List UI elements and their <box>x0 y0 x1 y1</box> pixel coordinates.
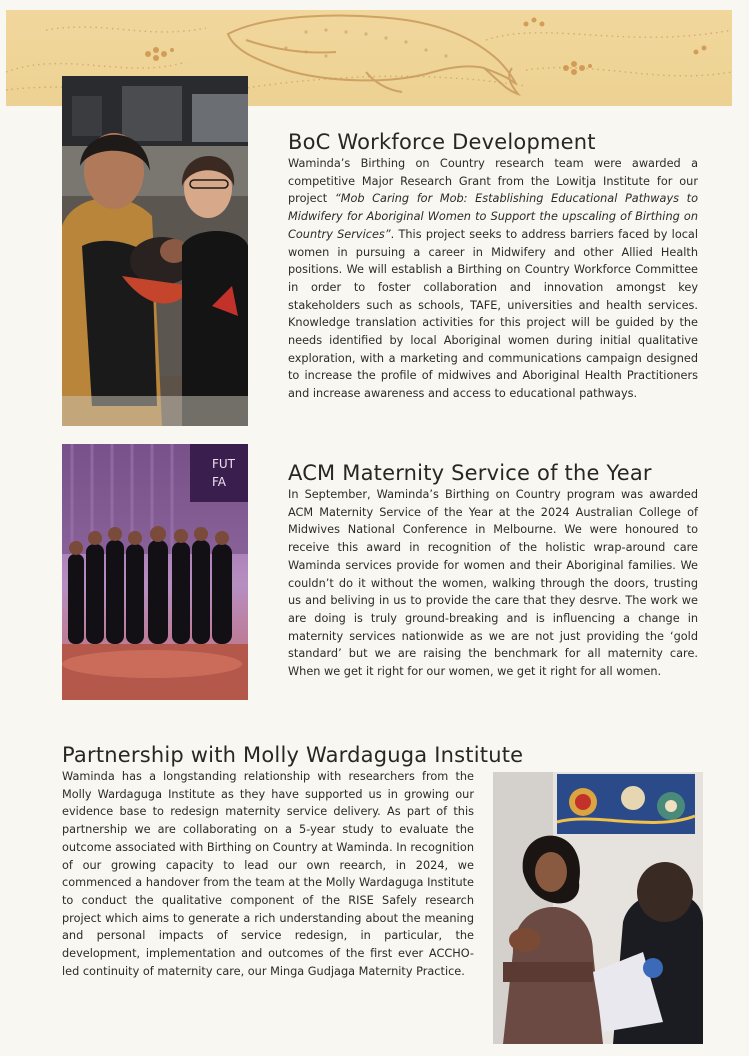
heading-acm-maternity-service: ACM Maternity Service of the Year <box>288 461 652 485</box>
photo-two-women-with-baby <box>62 76 248 426</box>
photo-award-group <box>62 444 248 700</box>
paragraph-boc-workforce-development <box>288 155 698 403</box>
paragraph-molly-wardaguga-partnership: Waminda has a longstanding relationship with researchers from the Molly Wardaguga Institute as they have supported us in growing our evidence base to redesign maternity service delivery. As part of this partnership we are collaborating on a 5-year study to evaluate the outcome associated with Birthing on Country at Waminda. In recognition of our growing capacity to lead our own reearch, in 2024, we commenced a handover from the team at the Molly Wardaguga Institute to conduct the qualitative component of the RISE Safely research project which aims to generate a rich understanding about the meaning and personal impacts of service redesign, in particular, the development, implementation and outcomes of the first ever ACCHO-led continuity of maternity care, our Minga Gudjaga Maternity Practice. <box>62 770 474 978</box>
paragraph-acm-maternity-service: In September, Waminda’s Birthing on Country program was awarded ACM Maternity Service of the Year at the 2024 Australian College of Midwives National Conference in Melbourne. We were honoured to receive this award in recognition of the holistic wrap-around care Waminda services provide for women and their Aboriginal families. We couldn’t do it without the women, walking through the doors, trusting us and beliving in us to provide the care that they desrve. The work we are doing is truly ground-breaking and is influencing a change in maternity services nationwide as we are not just providing the ‘gold standard’ but we are raising the benchmark for all maternity care. When we get it right for our women, we get it right for all women. <box>288 488 698 679</box>
heading-molly-wardaguga-partnership: Partnership with Molly Wardaguga Institute <box>62 743 524 767</box>
event-screen-line1: FUT <box>212 457 236 471</box>
event-screen-line2: FA <box>212 475 227 489</box>
boc-text-intro: Waminda’s Birthing on Country research team were awarded a competitive Major Research Grant from the Lowitja Institute for our project <box>288 157 698 206</box>
heading-boc-workforce-development: BoC Workforce Development <box>288 130 596 154</box>
photo-mother-with-baby <box>493 772 703 1044</box>
boc-text-rest: . This project seeks to address barriers faced by local women in pursuing a career in Midwifery and other Allied Health positions. We will establish a Birthing on Country Workforce Committee in order to foster collaboration and innovation amongst key stakeholders such as schools, TAFE, universities and health services. Knowledge translation activities for this project will be guided by the needs identified by local Aboriginal women during initial qualitative exploration, with a marketing and communications campaign designed to increase the profile of midwives and Aboriginal Health Practitioners and increase awareness and access to educational pathways. <box>288 227 698 401</box>
boc-project-title: “Mob Caring for Mob: Establishing Educational Pathways to Midwifery for Aboriginal Women to Support the upscaling of Birthing on Country Services” <box>288 192 699 241</box>
